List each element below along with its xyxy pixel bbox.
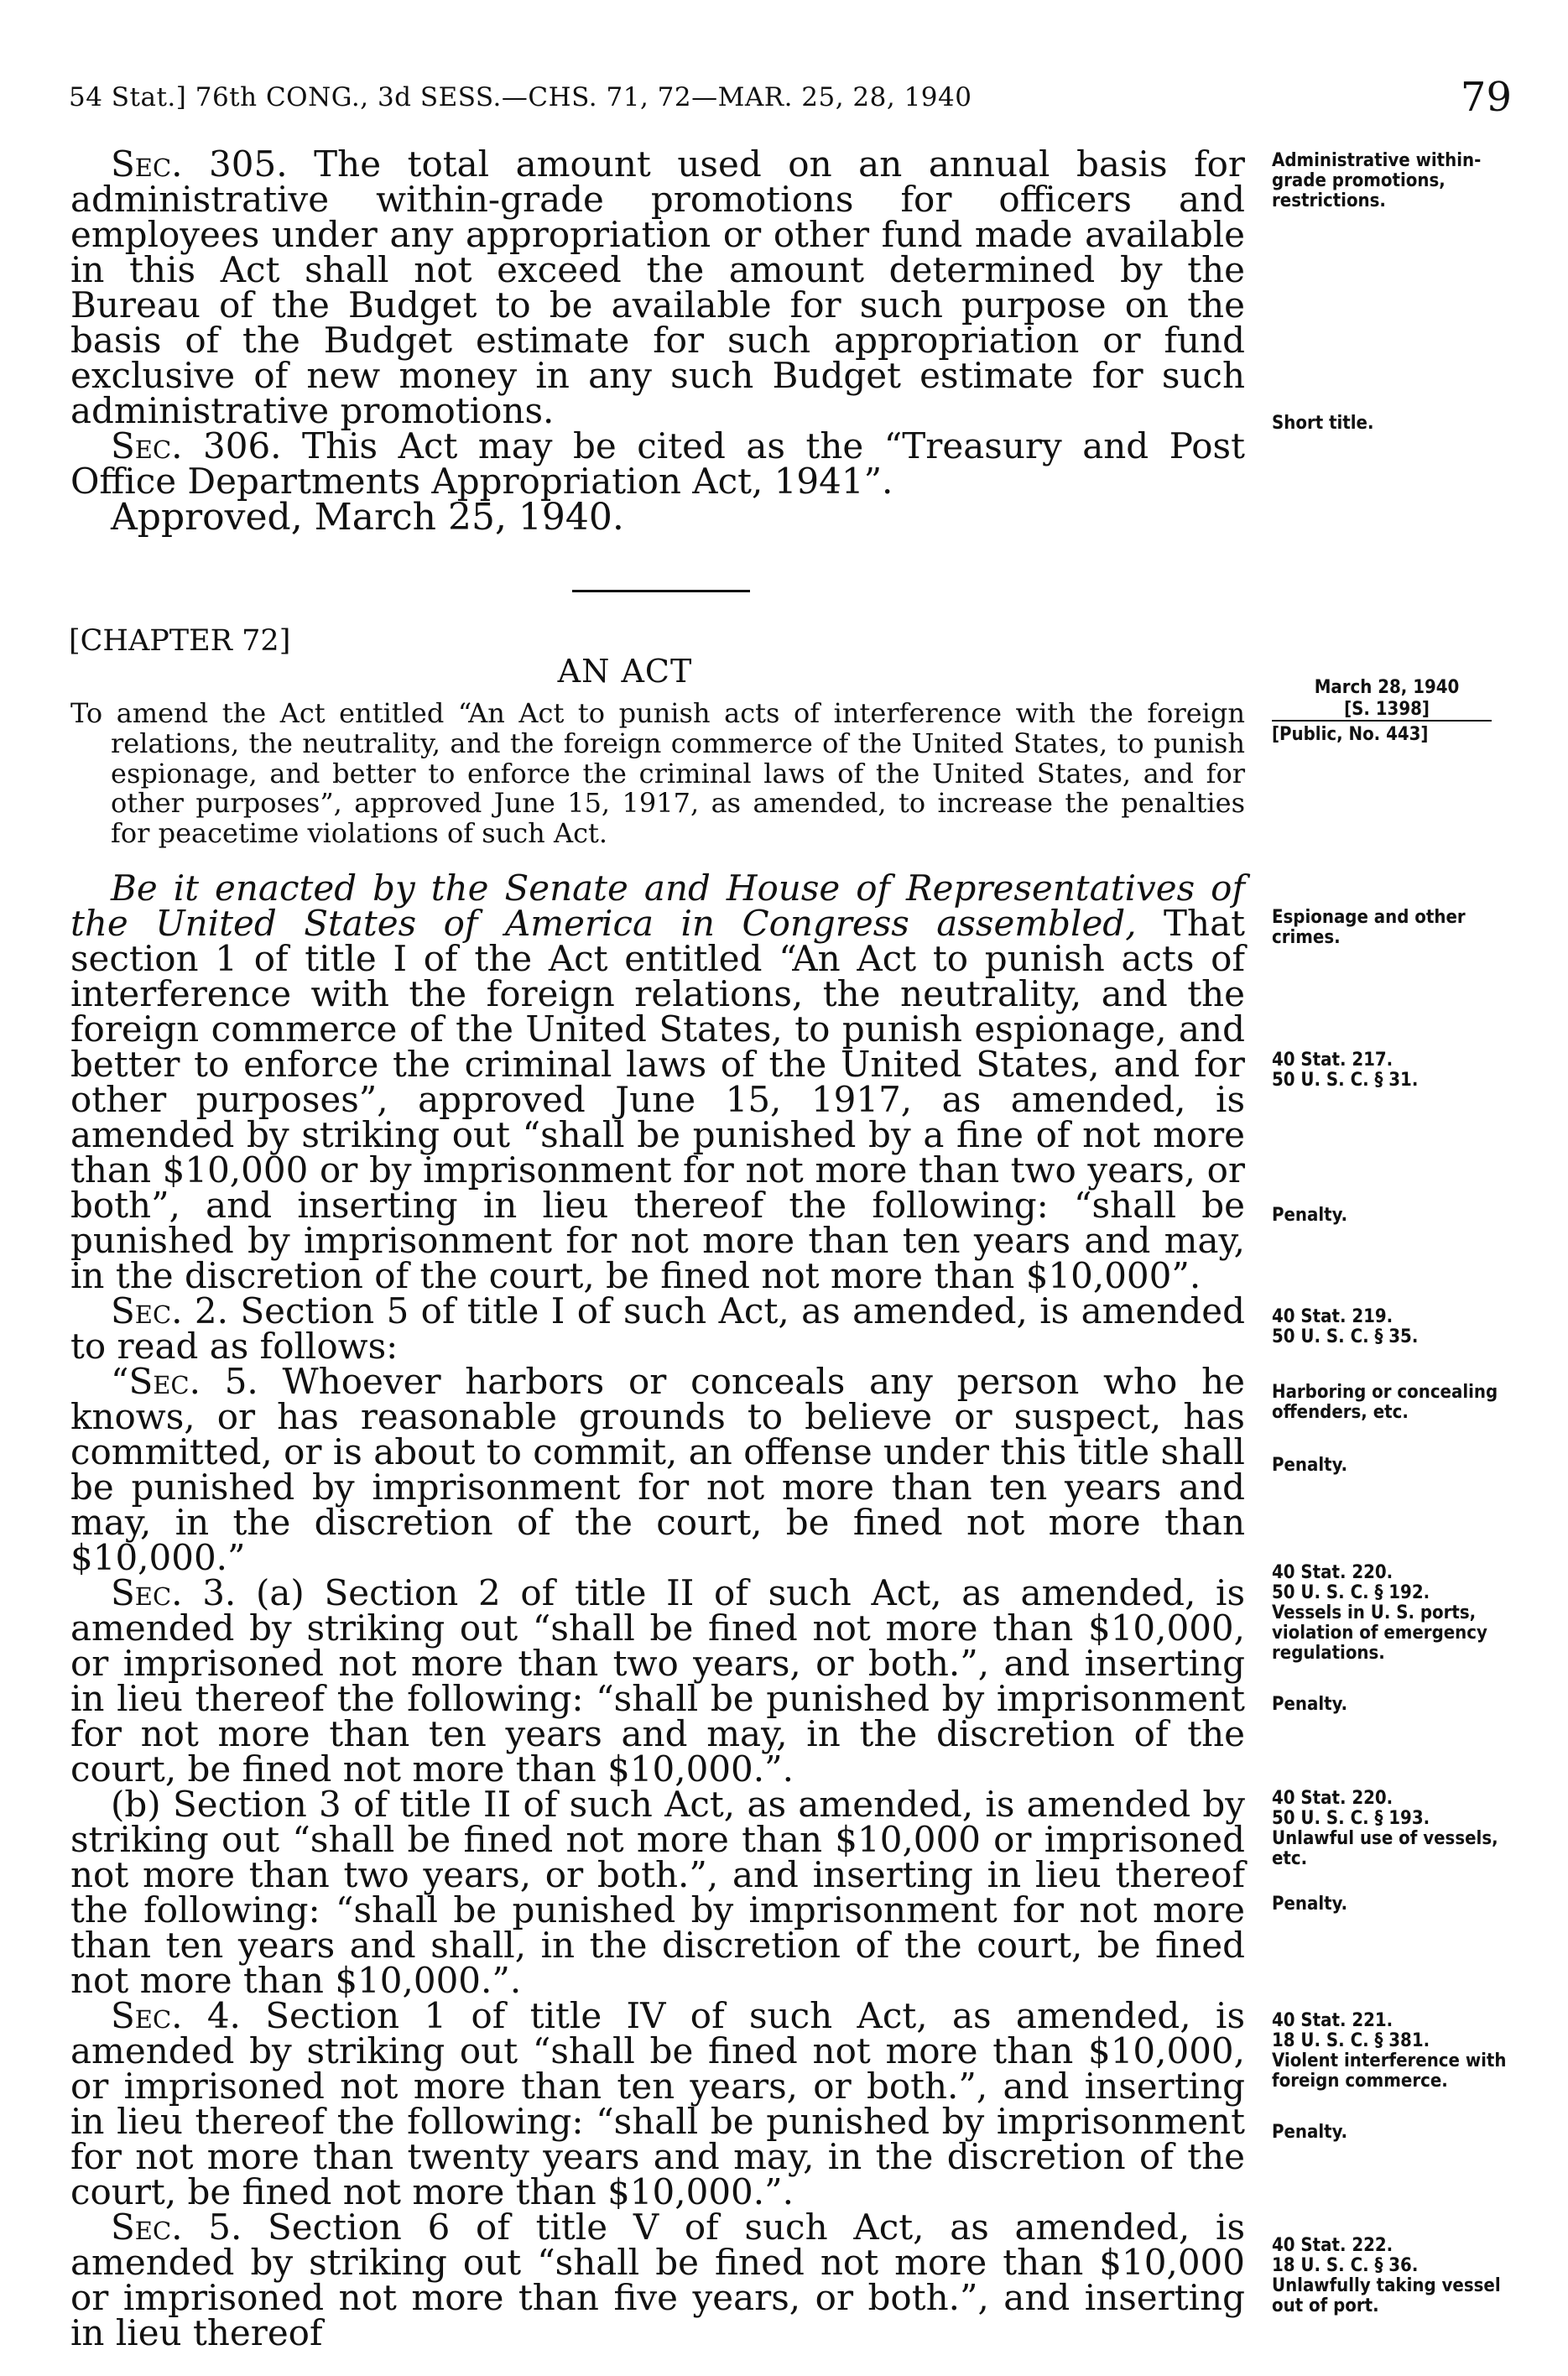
section-label: Sec. 4. [111, 1995, 241, 2036]
section-text: Section 1 of title IV of such Act, as amended, is amended by striking out “shall be fined not more than $10,000, or imprisoned not more than ten years, or both.”, and inserting in lieu thereof the following: “shall be punished by imprisonment for not more than twenty years and may, in the discretion of the court, be fined not more than $10,000.”. [70, 1995, 1246, 2212]
margin-note-penalty-4: Penalty. [1272, 1894, 1348, 1915]
margin-note-unlawful-use: Unlawful use of vessels, etc. [1272, 1828, 1498, 1869]
section-text: Section 5 of title I of such Act, as amended, is amended to read as follows: [70, 1290, 1246, 1367]
section-306 [70, 425, 1245, 502]
section-label: “Sec. 5. [111, 1361, 258, 1402]
quoted-section-5 [70, 1361, 1245, 1578]
margin-note-cite-6a: 40 Stat. 222. [1272, 2235, 1393, 2256]
margin-note-bill: [S. 1398] [1344, 699, 1430, 720]
section-text: The total amount used on an annual basis for administrative within-grade promotions for officers and employees under any appropriation or other fund made available in this Act shall not exceed the amount determined by the Bureau of the Budget to be available for such purpose on the basis of the Budget estimate for such appropriation or fund exclusive of new money in any such Budget estimate for such administrative promotions. [70, 143, 1245, 431]
margin-note-penalty-1: Penalty. [1272, 1205, 1348, 1226]
margin-note-harboring: Harboring or concealing offenders, etc. [1272, 1382, 1498, 1423]
approval-line: Approved, March 25, 1940. [111, 496, 624, 539]
margin-note-penalty-3: Penalty. [1272, 1694, 1348, 1715]
page-number: 79 [1460, 74, 1512, 121]
section-label: Sec. 306. [111, 425, 282, 466]
chapter-divider [572, 590, 750, 592]
margin-note-cite-6b: 18 U. S. C. § 36. [1272, 2255, 1419, 2276]
margin-rule [1272, 720, 1492, 722]
margin-note-cite-1a: 40 Stat. 217. [1272, 1050, 1393, 1071]
margin-note-public-law: [Public, No. 443] [1272, 724, 1429, 745]
margin-note-cite-4a: 40 Stat. 220. [1272, 1788, 1393, 1809]
chapter-heading: [CHAPTER 72] [69, 624, 291, 658]
header-citation: 54 Stat.] 76th CONG., 3d SESS.—CHS. 71, 72—MAR. 25, 28, 1940 [69, 82, 972, 112]
margin-note-cite-5b: 18 U. S. C. § 381. [1272, 2030, 1430, 2051]
margin-note-cite-2a: 40 Stat. 219. [1272, 1306, 1393, 1327]
section-3a [70, 1572, 1245, 1790]
act-long-title [70, 699, 1245, 849]
section-label: Sec. 3. [111, 1572, 237, 1613]
act-heading: AN ACT [557, 653, 693, 690]
section-text: Whoever harbors or conceals any person who he knows, or has reasonable grounds to believe or suspect, has committed, or is about to commit, an offense under this title shall be punished by imprisonment for not more than ten years and may, in the discretion of the court, be fined not more than $10,000.” [70, 1361, 1245, 1578]
margin-note-cite-1b: 50 U. S. C. § 31. [1272, 1070, 1419, 1091]
margin-note-unlawfully-taking: Unlawfully taking vessel out of port. [1272, 2275, 1501, 2316]
margin-note-cite-2b: 50 U. S. C. § 35. [1272, 1326, 1419, 1347]
section-5 [70, 2207, 1245, 2353]
margin-note-cite-3a: 40 Stat. 220. [1272, 1562, 1393, 1583]
running-header [69, 74, 1512, 124]
chapter-71-tail [70, 143, 1245, 539]
section-305 [70, 143, 1245, 431]
margin-note-short-title: Short title. [1272, 413, 1374, 434]
chapter-72-body [70, 868, 1246, 2353]
margin-note-vessels: Vessels in U. S. ports, violation of emergency regulations. [1272, 1602, 1487, 1664]
section-4 [70, 1995, 1246, 2212]
section-label: Sec. 5. [111, 2207, 242, 2248]
section-1-text: That section 1 of title I of the Act entitled “An Act to punish acts of interference with the foreign relations, the neutrality, and the foreign commerce of the United States, to punish espionage, and better to enforce the criminal laws of the United States, and for other purposes”, approved June 15, 1917, as amended, is amended by striking out “shall be punished by a fine of not more than $10,000 or by imprisonment for not more than two years, or both”, and inserting in lieu thereof the following: “shall be punished by imprisonment for not more than ten years and may, in the discretion of the court, be fined not more than $10,000”. [70, 903, 1245, 1296]
margin-note-violent-interference: Violent interference with foreign commerce. [1272, 2050, 1507, 2092]
margin-note-cite-5a: 40 Stat. 221. [1272, 2010, 1393, 2031]
act-title-text: To amend the Act entitled “An Act to punish acts of interference with the foreign relations, the neutrality, and the foreign commerce of the United States, to punish espionage, and better to enforce the criminal laws of the United States, and for other purposes”, approved June 15, 1917, as amended, to increase the penalties for peacetime violations of such Act. [70, 697, 1245, 850]
margin-note-cite-4b: 50 U. S. C. § 193. [1272, 1808, 1430, 1829]
section-3b: (b) Section 3 of title II of such Act, as amended, is amended by striking out “shall be fined not more than $10,000 or imprisoned not more than two years, or both.”, and inserting in lieu thereof the following: “shall be punished by imprisonment for not more than ten years and shall, in the discretion of the court, be fined not more than $10,000.”. [70, 1784, 1245, 2001]
section-text: Section 6 of title V of such Act, as amended, is amended by striking out “shall be fined not more than $10,000 or imprisoned not more than five years, or both.”, and inserting in lieu thereof [70, 2207, 1245, 2353]
enacting-clause: Be it enacted by the Senate and House of Representatives of the United States of America in Congress assembled, [70, 868, 1245, 944]
margin-note-penalty-2: Penalty. [1272, 1455, 1348, 1476]
margin-note-admin-promotions: Administrative within-grade promotions, restrictions. [1272, 150, 1482, 211]
section-label: Sec. 305. [111, 143, 288, 185]
margin-note-penalty-5: Penalty. [1272, 2122, 1348, 2143]
margin-note-espionage: Espionage and other crimes. [1272, 907, 1466, 948]
enacting-paragraph [70, 868, 1245, 1296]
section-2 [70, 1290, 1246, 1367]
section-text: (a) Section 2 of title II of such Act, as amended, is amended by striking out “shall be fined not more than $10,000, or imprisoned not more than two years, or both.”, and inserting in lieu thereof the following: “shall be punished by imprisonment for not more than ten years and may, in the discretion of the court, be fined not more than $10,000.”. [70, 1572, 1245, 1790]
margin-note-date: March 28, 1940 [1314, 677, 1460, 698]
margin-note-cite-3b: 50 U. S. C. § 192. [1272, 1582, 1430, 1603]
section-text: This Act may be cited as the “Treasury and Post Office Departments Appropriation Act, 1941”. [70, 425, 1245, 502]
section-label: Sec. 2. [111, 1290, 228, 1331]
